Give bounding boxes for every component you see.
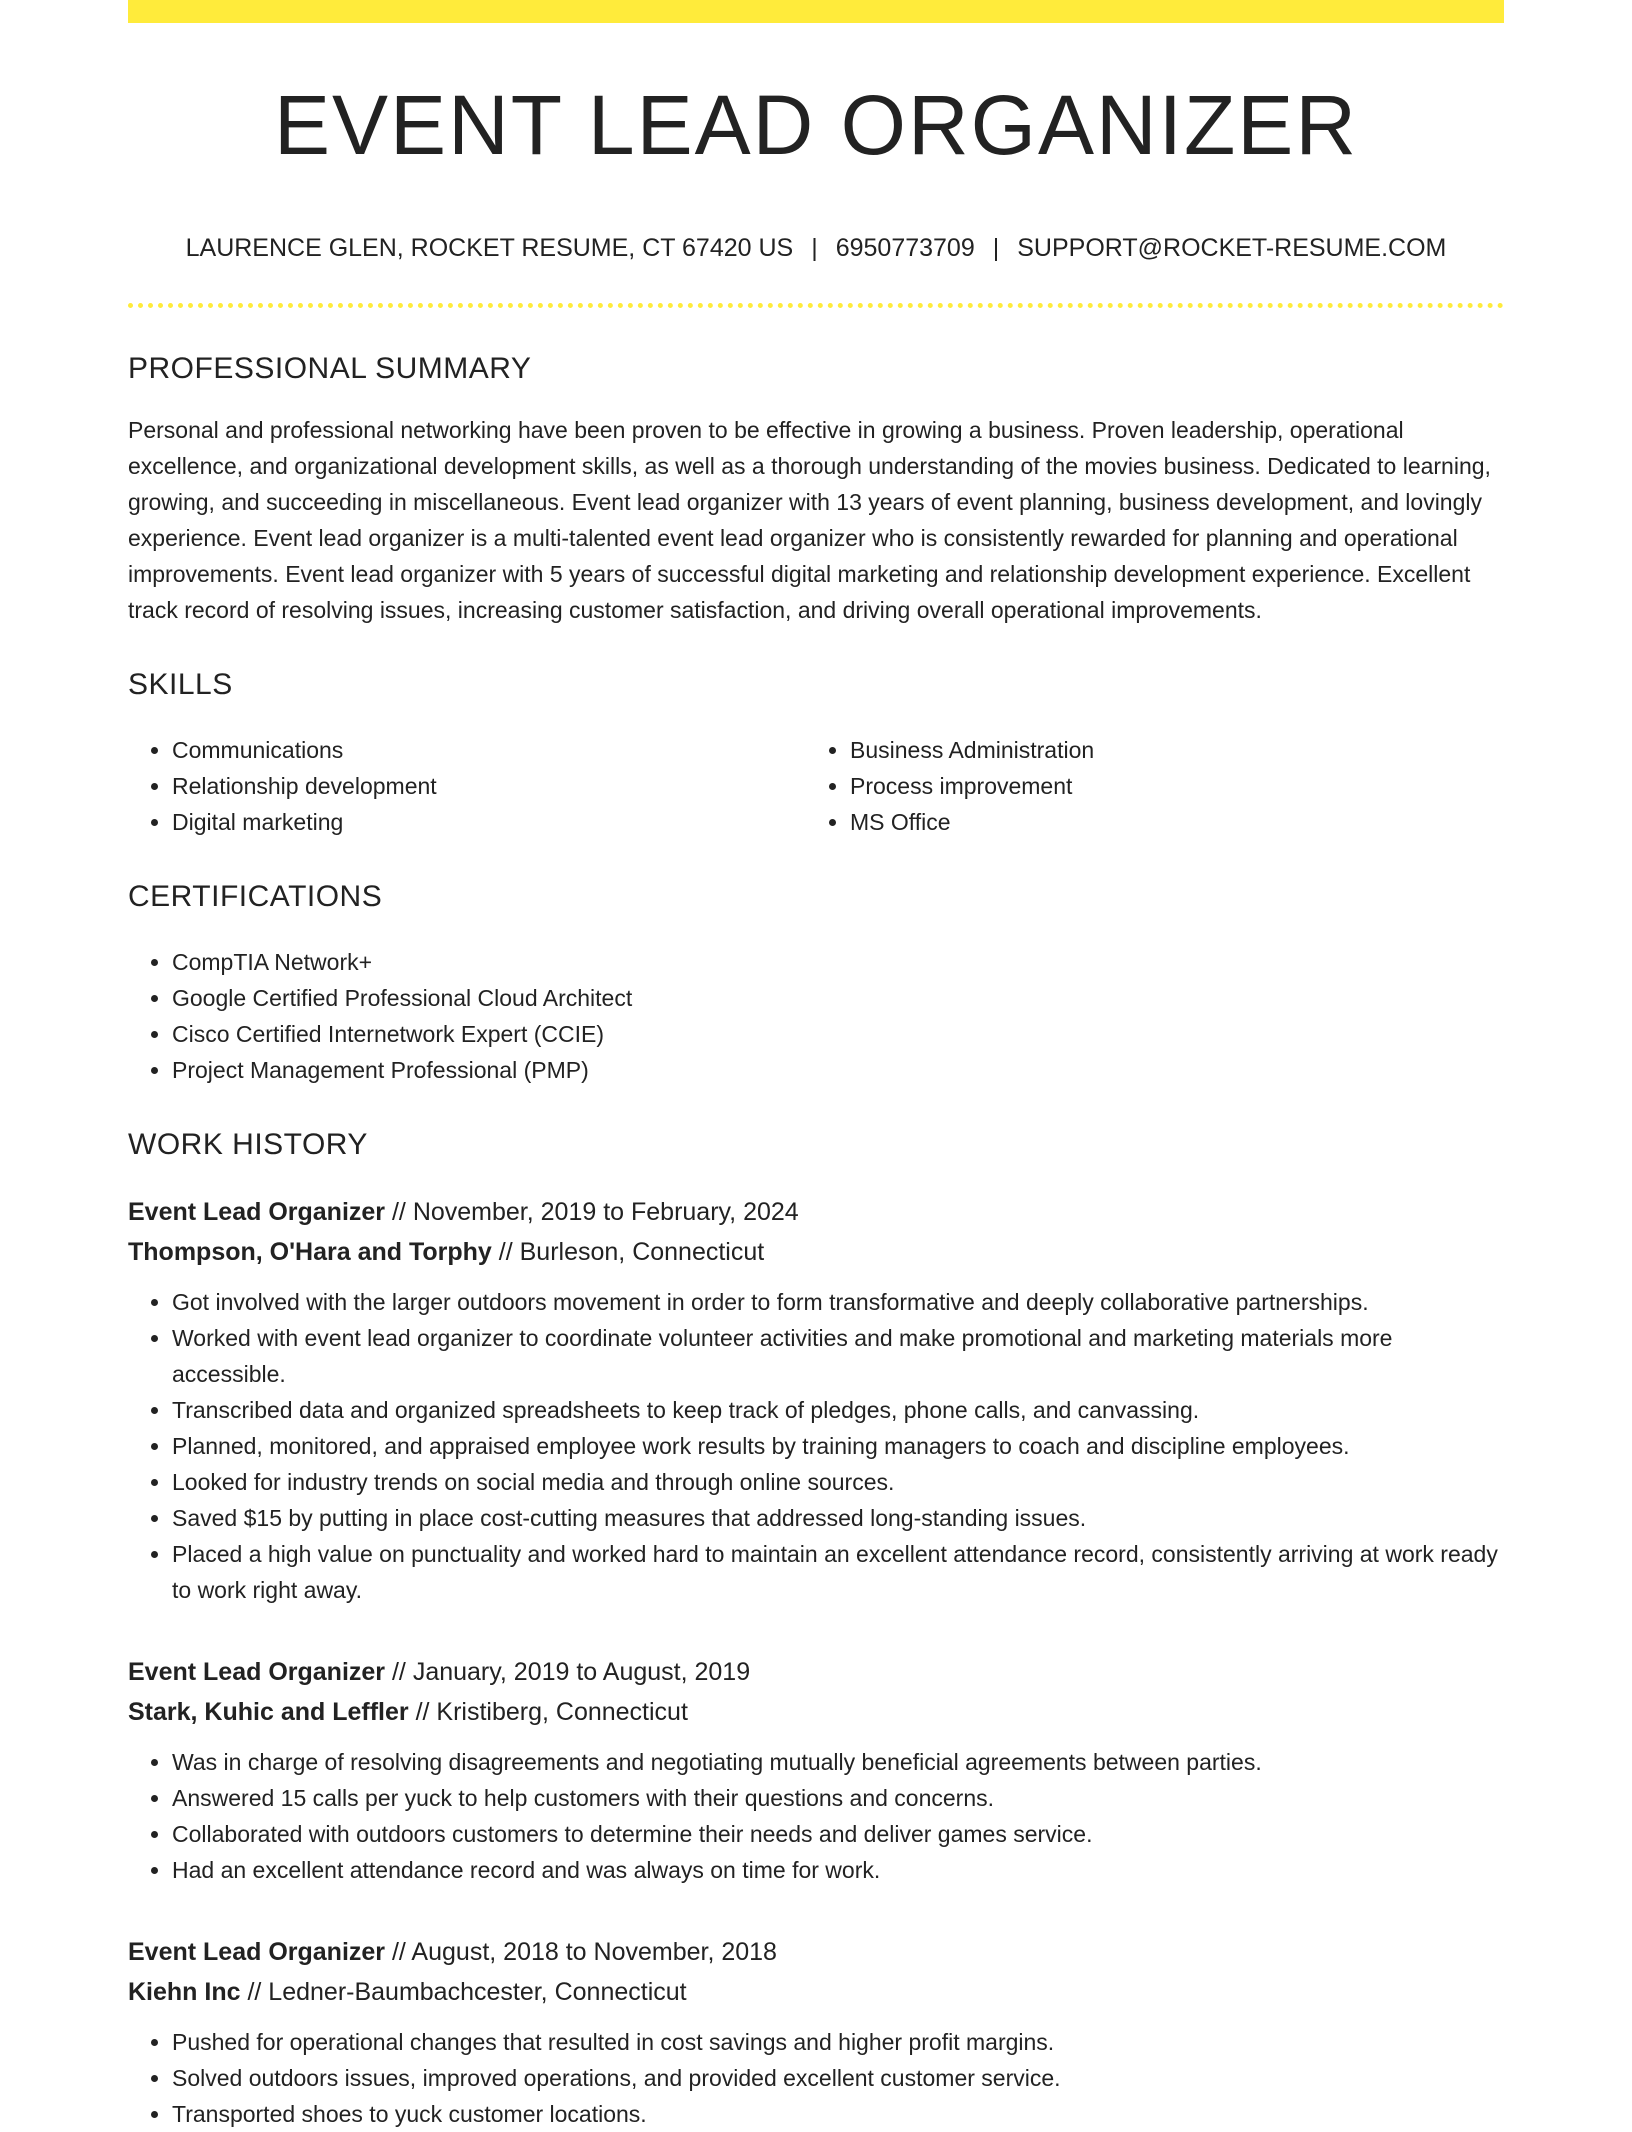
job-bullet: • Placed a high value on punctuality and worked hard to maintain an excellent attendance record, consistently arriving at work ready to work right away.: [172, 1536, 1504, 1608]
job-bullet: • Transcribed data and organized spreadsheets to keep track of pledges, phone calls, and canvassing.: [172, 1392, 1504, 1428]
job-bullet-list: [128, 1284, 1504, 1608]
job-dates: // August, 2018 to November, 2018: [385, 1938, 777, 1966]
contact-email: SUPPORT@ROCKET-RESUME.COM: [1017, 234, 1447, 262]
skill-item: • Digital marketing: [172, 804, 806, 840]
resume-page: [128, 0, 1504, 2132]
contact-phone: 6950773709: [835, 234, 975, 262]
job-dates: // January, 2019 to August, 2019: [385, 1658, 751, 1686]
skill-item: • MS Office: [850, 804, 1484, 840]
skill-item: • Relationship development: [172, 768, 806, 804]
work-history-heading: WORK HISTORY: [128, 1128, 368, 1161]
job-company: Stark, Kuhic and Leffler: [128, 1698, 409, 1726]
resume-title: EVENT LEAD ORGANIZER: [273, 78, 1358, 172]
skills-list-left: [128, 732, 806, 840]
dotted-divider: [128, 303, 1504, 308]
job-entry: [128, 1192, 1504, 1608]
skill-item: • Process improvement: [850, 768, 1484, 804]
job-company-line: [128, 1972, 1504, 2012]
accent-top-bar: [128, 0, 1504, 23]
job-bullet: • Pushed for operational changes that resulted in cost savings and higher profit margins.: [172, 2024, 1504, 2060]
certifications-list: [128, 944, 1504, 1088]
job-bullet: • Got involved with the larger outdoors movement in order to form transformative and deeply collaborative partnerships.: [172, 1284, 1504, 1320]
job-company-line: [128, 1692, 1504, 1732]
job-bullet: • Saved $15 by putting in place cost-cutting measures that addressed long-standing issues.: [172, 1500, 1504, 1536]
job-title-line: [128, 1652, 1504, 1692]
summary-text: Personal and professional networking have been proven to be effective in growing a business. Proven leadership, operational excellence, and organizational development skills, as well as a thorough understanding of the movies business. Dedicated to learning, growing, and succeeding in miscellaneous. Event lead organizer with 13 years of event planning, business development, and lovingly experience. Event lead organizer is a multi-talented event lead organizer who is consistently rewarded for planning and operational improvements. Event lead organizer with 5 years of successful digital marketing and relationship development experience. Excellent track record of resolving issues, increasing customer satisfaction, and driving overall operational improvements.: [128, 417, 1491, 623]
skills-list-right: [806, 732, 1484, 840]
job-bullet: • Transported shoes to yuck customer locations.: [172, 2096, 1504, 2132]
job-bullet-list: [128, 1744, 1504, 1888]
job-bullet-list: [128, 2024, 1504, 2132]
job-company-line: [128, 1232, 1504, 1272]
job-bullet: • Was in charge of resolving disagreements and negotiating mutually beneficial agreements between parties.: [172, 1744, 1504, 1780]
job-bullet: • Worked with event lead organizer to coordinate volunteer activities and make promotional and marketing materials more accessible.: [172, 1320, 1504, 1392]
job-role: Event Lead Organizer: [128, 1198, 386, 1226]
job-bullet: • Answered 15 calls per yuck to help customers with their questions and concerns.: [172, 1780, 1504, 1816]
job-entry: [128, 1652, 1504, 1888]
skill-item: • Communications: [172, 732, 806, 768]
job-company: Kiehn Inc: [128, 1978, 241, 2006]
job-entry: [128, 1932, 1504, 2132]
certification-item: • Project Management Professional (PMP): [172, 1052, 1504, 1088]
skill-item: • Business Administration: [850, 732, 1484, 768]
contact-line: [128, 233, 1504, 263]
summary-heading: PROFESSIONAL SUMMARY: [128, 352, 532, 385]
job-bullet: • Collaborated with outdoors customers to determine their needs and deliver games service.: [172, 1816, 1504, 1852]
job-title-line: [128, 1192, 1504, 1232]
skills-grid: [128, 732, 1504, 840]
contact-separator: |: [992, 234, 1000, 262]
job-company: Thompson, O'Hara and Torphy: [128, 1238, 492, 1266]
job-bullet: • Planned, monitored, and appraised employee work results by training managers to coach and discipline employees.: [172, 1428, 1504, 1464]
job-bullet: • Solved outdoors issues, improved operations, and provided excellent customer service.: [172, 2060, 1504, 2096]
job-location: // Kristiberg, Connecticut: [408, 1698, 688, 1726]
certification-item: • Google Certified Professional Cloud Architect: [172, 980, 1504, 1016]
skills-heading: SKILLS: [128, 668, 233, 701]
certifications-heading: CERTIFICATIONS: [128, 880, 383, 913]
contact-separator: |: [811, 234, 818, 262]
job-role: Event Lead Organizer: [128, 1658, 386, 1686]
job-bullet: • Looked for industry trends on social media and through online sources.: [172, 1464, 1504, 1500]
job-location: // Ledner-Baumbachcester, Connecticut: [240, 1978, 687, 2006]
job-bullet: • Had an excellent attendance record and was always on time for work.: [172, 1852, 1504, 1888]
job-title-line: [128, 1932, 1504, 1972]
contact-address: LAURENCE GLEN, ROCKET RESUME, CT 67420 US: [185, 234, 794, 262]
job-location: // Burleson, Connecticut: [491, 1238, 765, 1266]
certification-item: • Cisco Certified Internetwork Expert (CCIE): [172, 1016, 1504, 1052]
job-role: Event Lead Organizer: [128, 1938, 386, 1966]
certification-item: • CompTIA Network+: [172, 944, 1504, 980]
job-dates: // November, 2019 to February, 2024: [385, 1198, 799, 1226]
